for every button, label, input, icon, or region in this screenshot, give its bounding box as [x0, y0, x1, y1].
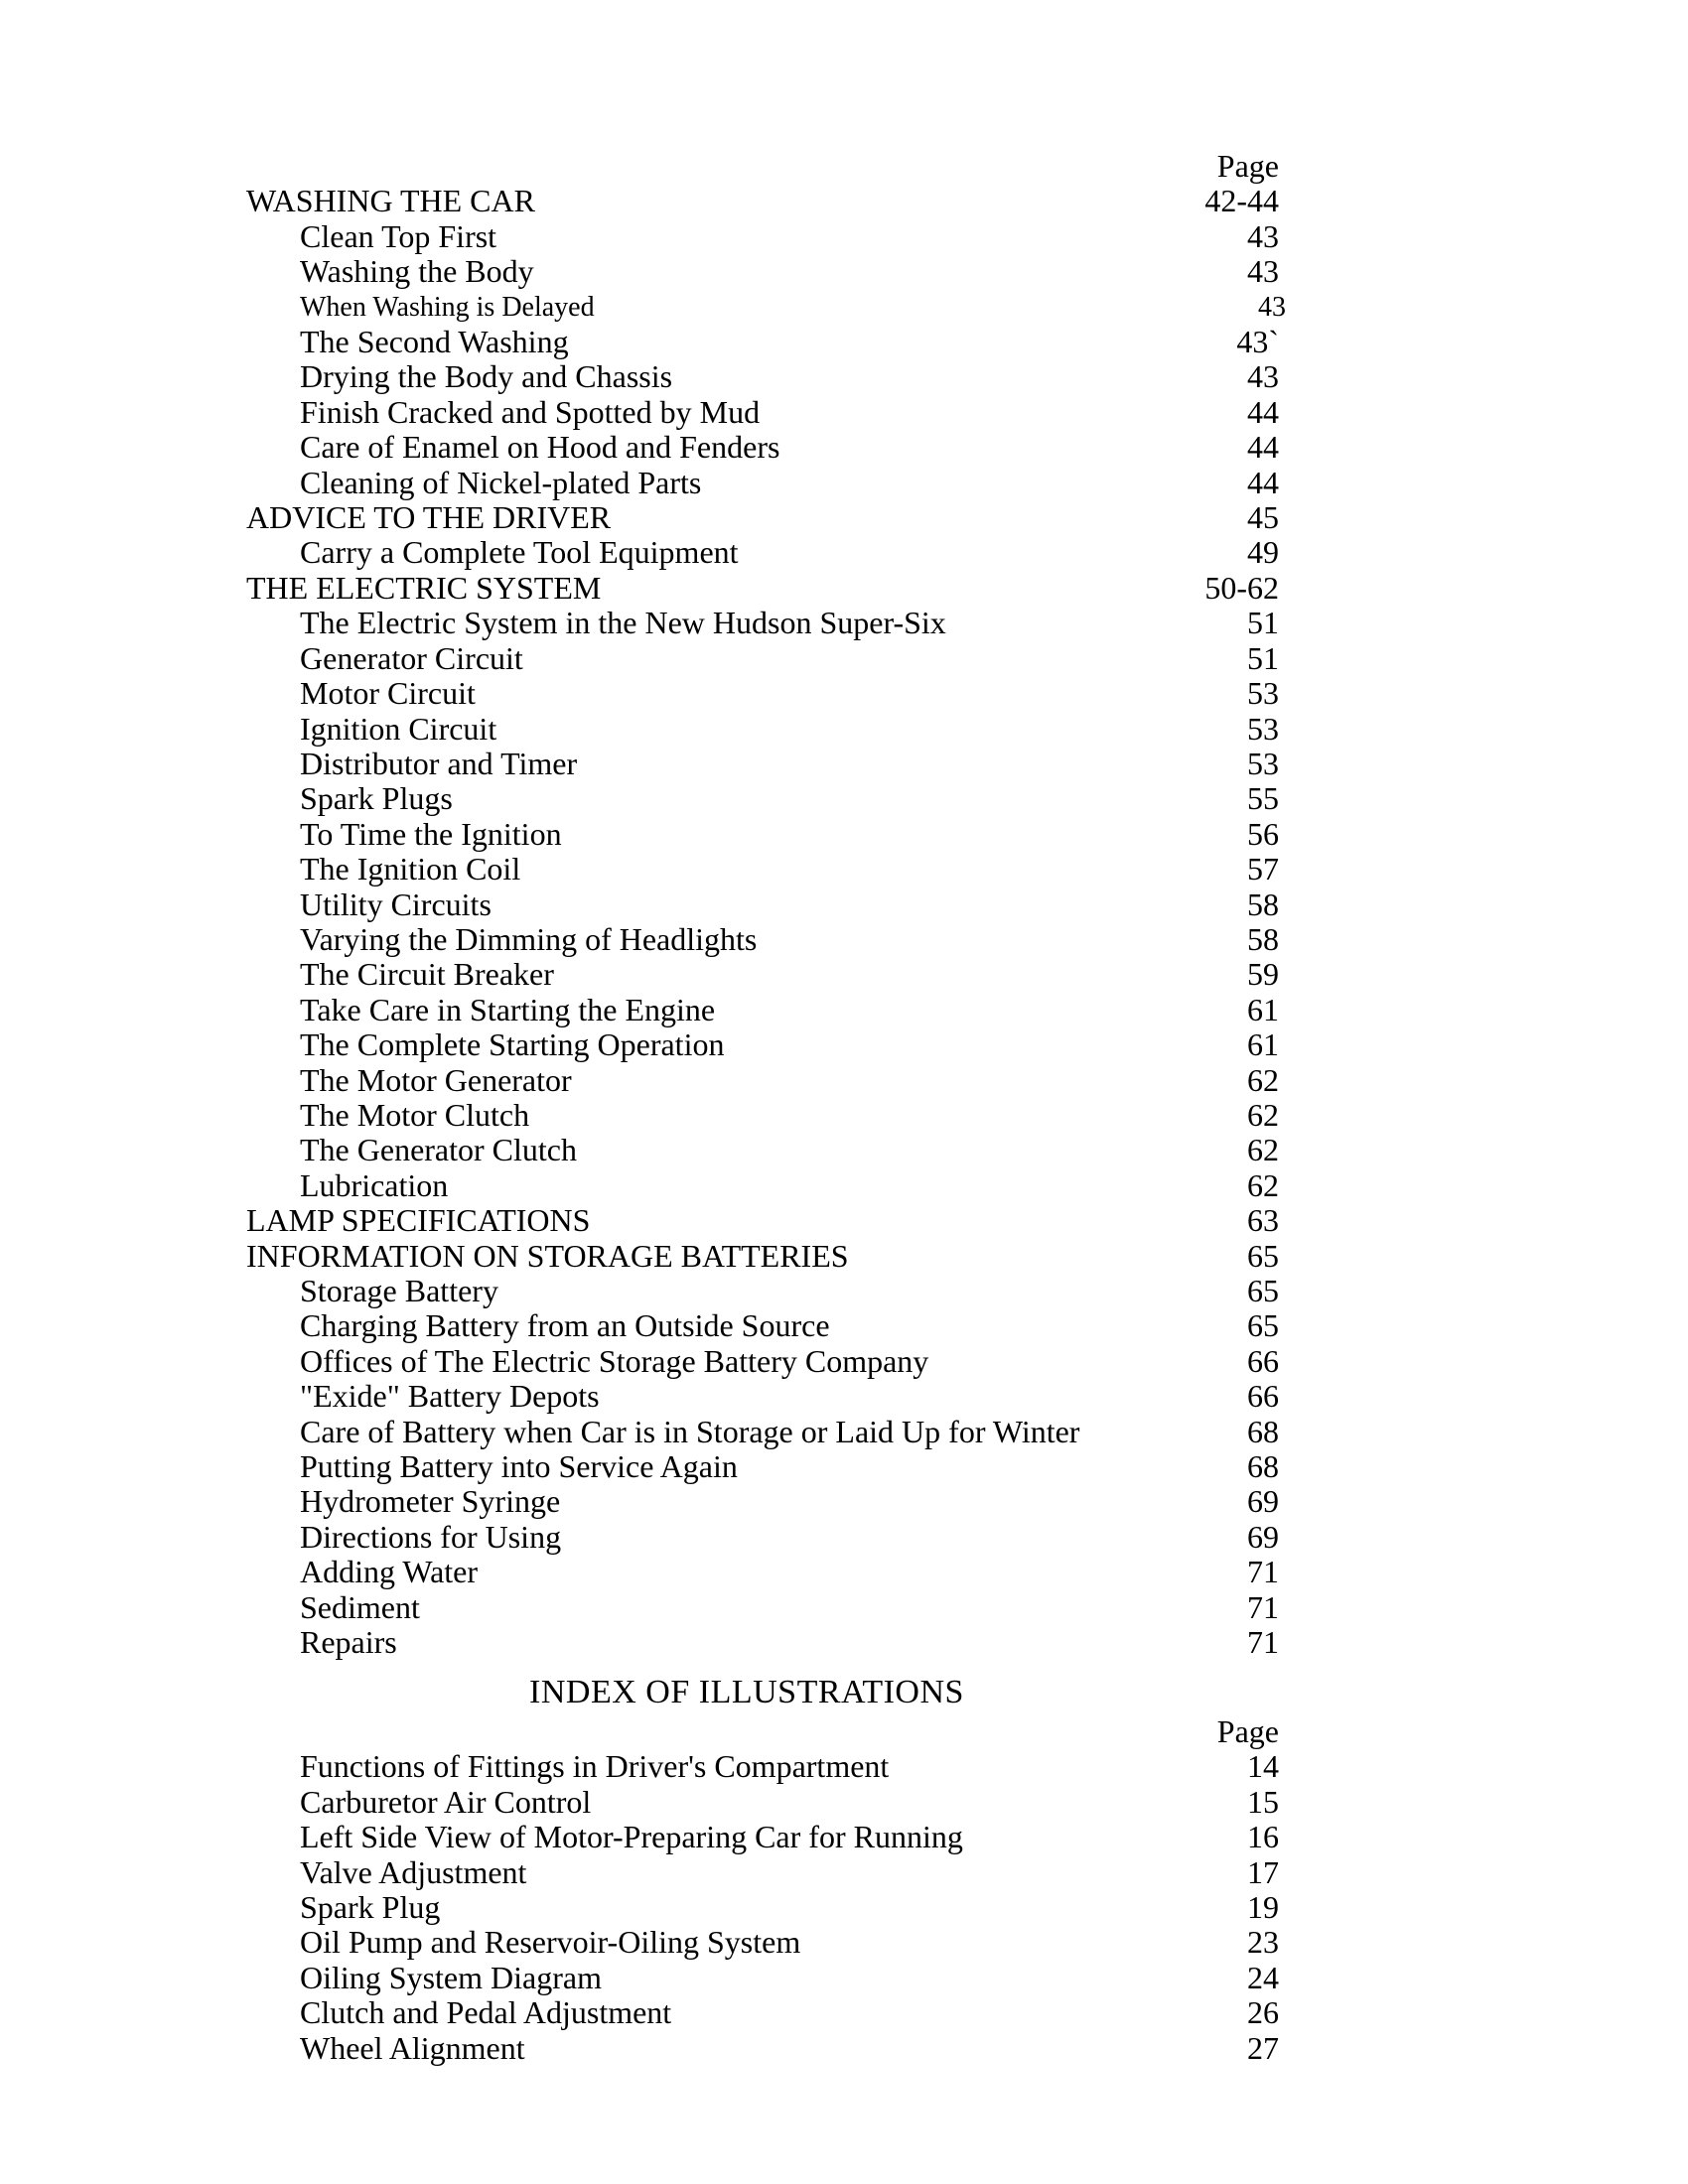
toc-entry-label: The Ignition Coil	[300, 851, 521, 887]
toc-entry-page-number: 42-44	[1204, 183, 1279, 219]
illustration-entry-page-number: 24	[1247, 1959, 1279, 1995]
toc-entry-label: Ignition Circuit	[300, 710, 497, 747]
toc-entry-label: The Electric System in the New Hudson Super-Six	[300, 605, 946, 641]
toc-entry-page-number: 45	[1247, 499, 1279, 536]
toc-entry-page-number: 49	[1247, 534, 1279, 571]
toc-entry-label: Spark Plugs	[300, 780, 453, 817]
toc-entry-row	[246, 747, 1279, 781]
toc-entry-label: The Second Washing	[300, 324, 569, 360]
toc-entry-page-number: 51	[1247, 605, 1279, 641]
illustration-entry-row	[246, 1855, 1279, 1890]
toc-entry-row	[246, 1063, 1279, 1098]
toc-entry-label: Sediment	[300, 1588, 420, 1625]
toc-entry-row	[246, 606, 1279, 640]
toc-entry-page-number: 71	[1247, 1554, 1279, 1590]
toc-entry-row	[246, 1274, 1279, 1308]
toc-entry-row	[246, 395, 1279, 430]
toc-entry-page-number: 69	[1247, 1518, 1279, 1555]
toc-entry-row	[246, 852, 1279, 887]
toc-entry-row	[246, 1415, 1279, 1449]
toc-entry-page-number: 68	[1247, 1413, 1279, 1449]
toc-entry-label: Charging Battery from an Outside Source	[300, 1307, 830, 1344]
toc-entry-page-number: 71	[1247, 1588, 1279, 1625]
toc-entry-row	[246, 957, 1279, 992]
illustration-entry-row	[246, 2031, 1279, 2066]
toc-entry-row	[246, 712, 1279, 747]
toc-entry-row	[246, 887, 1279, 922]
illustration-entry-page-number: 26	[1247, 1994, 1279, 2031]
toc-entry-page-number: 53	[1247, 675, 1279, 712]
toc-entry-row	[246, 1379, 1279, 1414]
toc-entry-page-number: 63	[1247, 1202, 1279, 1239]
illustration-entry-page-number: 27	[1247, 2029, 1279, 2066]
toc-entry-row	[246, 1027, 1279, 1062]
toc-entry-page-number: 65	[1247, 1307, 1279, 1344]
illustration-entry-label: Carburetor Air Control	[300, 1783, 592, 1820]
toc-entry-page-number: 62	[1247, 1061, 1279, 1098]
illustration-entry-row	[246, 1961, 1279, 1995]
toc-entry-page-number: 55	[1247, 780, 1279, 817]
toc-entry-row	[246, 325, 1279, 359]
toc-entry-label: Drying the Body and Chassis	[300, 358, 673, 395]
toc-entry-label: Distributor and Timer	[300, 745, 578, 781]
toc-entry-label: Storage Battery	[300, 1273, 498, 1308]
toc-entry-page-number: 43`	[1236, 324, 1279, 360]
illustration-entry-page-number: 14	[1247, 1748, 1279, 1785]
toc-entry-label: Repairs	[300, 1624, 397, 1661]
toc-entry-row	[246, 676, 1279, 711]
toc-entry-page-number: 62	[1247, 1166, 1279, 1203]
toc-entry-page-number: 66	[1247, 1342, 1279, 1379]
toc-entry-label: Generator Circuit	[300, 639, 523, 676]
toc-entry-label: Carry a Complete Tool Equipment	[300, 534, 739, 571]
toc-entry-row	[246, 1449, 1279, 1484]
toc-entry-label: The Motor Clutch	[300, 1096, 530, 1133]
illustrations-list	[246, 1749, 1279, 2066]
illustration-entry-page-number: 16	[1247, 1819, 1279, 1855]
toc-entry-row	[246, 1133, 1279, 1167]
toc-entry-page-number: 43	[1258, 291, 1286, 323]
illustration-entry-label: Clutch and Pedal Adjustment	[300, 1994, 672, 2031]
toc-entry-label: Finish Cracked and Spotted by Mud	[300, 393, 761, 430]
toc-entry-label: Directions for Using	[300, 1518, 562, 1555]
toc-entry-label: The Motor Generator	[300, 1061, 572, 1098]
toc-entry-page-number: 44	[1247, 393, 1279, 430]
toc-entry-label: Adding Water	[300, 1554, 479, 1590]
toc-entry-row	[246, 1590, 1279, 1625]
toc-entry-row	[246, 184, 1279, 218]
toc-entry-row	[246, 1308, 1279, 1343]
toc-entry-page-number: 43	[1247, 253, 1279, 290]
illustrations-title: INDEX OF ILLUSTRATIONS	[529, 1674, 964, 1710]
toc-entry-row	[246, 1520, 1279, 1555]
toc-entry-label: Take Care in Starting the Engine	[300, 991, 716, 1027]
toc-entry-page-number: 61	[1247, 1026, 1279, 1063]
toc-entry-page-number: 65	[1247, 1237, 1279, 1274]
illustration-entry-label: Left Side View of Motor-Preparing Car for Running	[300, 1819, 963, 1855]
toc-entry-row	[246, 219, 1279, 254]
toc-entry-page-number: 62	[1247, 1096, 1279, 1133]
toc-entry-row	[246, 817, 1279, 852]
toc-entry-page-number: 53	[1247, 745, 1279, 781]
toc-entry-row	[246, 1203, 1279, 1238]
toc-entry-row	[246, 1098, 1279, 1133]
illustrations-index	[246, 1714, 1279, 2066]
illustration-entry-page-number: 19	[1247, 1889, 1279, 1926]
illustration-entry-label: Oil Pump and Reservoir-Oiling System	[300, 1924, 801, 1961]
toc-entry-label: The Complete Starting Operation	[300, 1026, 725, 1063]
toc-entry-page-number: 58	[1247, 886, 1279, 922]
toc-entry-label: ADVICE TO THE DRIVER	[246, 499, 612, 536]
toc-entry-label: INFORMATION ON STORAGE BATTERIES	[246, 1237, 849, 1274]
toc-entry-label: Cleaning of Nickel-plated Parts	[300, 464, 702, 500]
toc-entry-label: Offices of The Electric Storage Battery Company	[300, 1342, 929, 1379]
toc-entry-page-number: 44	[1247, 429, 1279, 466]
illustration-entry-label: Spark Plug	[300, 1889, 441, 1926]
illustration-entry-page-number: 23	[1247, 1924, 1279, 1961]
toc-entry-label: "Exide" Battery Depots	[300, 1378, 600, 1415]
toc-entry-page-number: 58	[1247, 920, 1279, 957]
toc-entry-page-number: 51	[1247, 639, 1279, 676]
toc-entry-label: Washing the Body	[300, 253, 534, 290]
toc-entry-label: When Washing is Delayed	[300, 291, 595, 323]
toc-entry-page-number: 43	[1247, 358, 1279, 395]
toc-entry-page-number: 62	[1247, 1132, 1279, 1168]
illustration-entry-row	[246, 1820, 1279, 1854]
illustration-entry-row	[246, 1890, 1279, 1925]
toc-entry-label: Motor Circuit	[300, 675, 476, 712]
table-of-contents	[246, 148, 1286, 1661]
toc-entry-row	[246, 466, 1279, 500]
toc-entry-row	[246, 359, 1279, 394]
toc-entry-label: LAMP SPECIFICATIONS	[246, 1202, 591, 1239]
toc-entry-page-number: 50-62	[1204, 569, 1279, 606]
illustration-entry-row	[246, 1785, 1279, 1820]
toc-entry-page-number: 71	[1247, 1624, 1279, 1661]
toc-entry-row	[246, 993, 1279, 1027]
toc-entry-page-number: 44	[1247, 464, 1279, 500]
illustration-entry-label: Functions of Fittings in Driver's Compartment	[300, 1748, 890, 1785]
toc-entry-row	[246, 1168, 1279, 1203]
toc-entry-label: To Time the Ignition	[300, 815, 562, 852]
toc-entry-label: Hydrometer Syringe	[300, 1483, 561, 1520]
toc-entry-row	[246, 500, 1279, 535]
illustration-entry-label: Wheel Alignment	[300, 2029, 525, 2066]
toc-entry-label: Clean Top First	[300, 217, 497, 254]
illustration-entry-row	[246, 1995, 1279, 2030]
toc-entry-row	[246, 922, 1279, 957]
toc-entry-label: THE ELECTRIC SYSTEM	[246, 569, 602, 606]
toc-entry-row	[246, 1484, 1279, 1519]
toc-entry-label: The Generator Clutch	[300, 1132, 577, 1168]
illustration-entry-row	[246, 1925, 1279, 1960]
illustration-entry-row	[246, 1749, 1279, 1784]
toc-entry-row	[246, 1239, 1279, 1274]
illustration-entry-label: Oiling System Diagram	[300, 1959, 602, 1995]
illustration-entry-label: Valve Adjustment	[300, 1853, 527, 1890]
toc-entry-label: Utility Circuits	[300, 886, 492, 922]
toc-entry-page-number: 68	[1247, 1448, 1279, 1485]
toc-entry-label: Putting Battery into Service Again	[300, 1448, 738, 1485]
toc-entry-row	[246, 1344, 1279, 1379]
toc-entry-page-number: 43	[1247, 217, 1279, 254]
illustration-entry-page-number: 15	[1247, 1783, 1279, 1820]
toc-entry-row	[246, 641, 1279, 676]
toc-entry-page-number: 53	[1247, 710, 1279, 747]
toc-entry-row	[246, 290, 1286, 325]
toc-entry-page-number: 59	[1247, 956, 1279, 993]
illustrations-page-column-header: Page	[1216, 1713, 1279, 1749]
toc-list	[246, 183, 1286, 1661]
toc-page-column-header: Page	[1216, 148, 1279, 184]
toc-entry-row	[246, 1625, 1279, 1660]
toc-entry-label: Varying the Dimming of Headlights	[300, 920, 758, 957]
toc-entry-page-number: 65	[1247, 1273, 1279, 1308]
toc-entry-label: WASHING THE CAR	[246, 183, 535, 219]
toc-entry-row	[246, 535, 1279, 570]
toc-entry-page-number: 69	[1247, 1483, 1279, 1520]
toc-entry-page-number: 56	[1247, 815, 1279, 852]
toc-entry-label: Care of Battery when Car is in Storage or Laid Up for Winter	[300, 1413, 1080, 1449]
toc-entry-page-number: 66	[1247, 1378, 1279, 1415]
toc-entry-label: The Circuit Breaker	[300, 956, 554, 993]
toc-entry-row	[246, 571, 1279, 606]
toc-entry-row	[246, 781, 1279, 816]
toc-entry-label: Care of Enamel on Hood and Fenders	[300, 429, 780, 466]
toc-entry-label: Lubrication	[300, 1166, 449, 1203]
toc-entry-row	[246, 1555, 1279, 1589]
toc-entry-row	[246, 254, 1279, 289]
illustration-entry-page-number: 17	[1247, 1853, 1279, 1890]
toc-entry-page-number: 57	[1247, 851, 1279, 887]
toc-entry-page-number: 61	[1247, 991, 1279, 1027]
toc-entry-row	[246, 430, 1279, 465]
